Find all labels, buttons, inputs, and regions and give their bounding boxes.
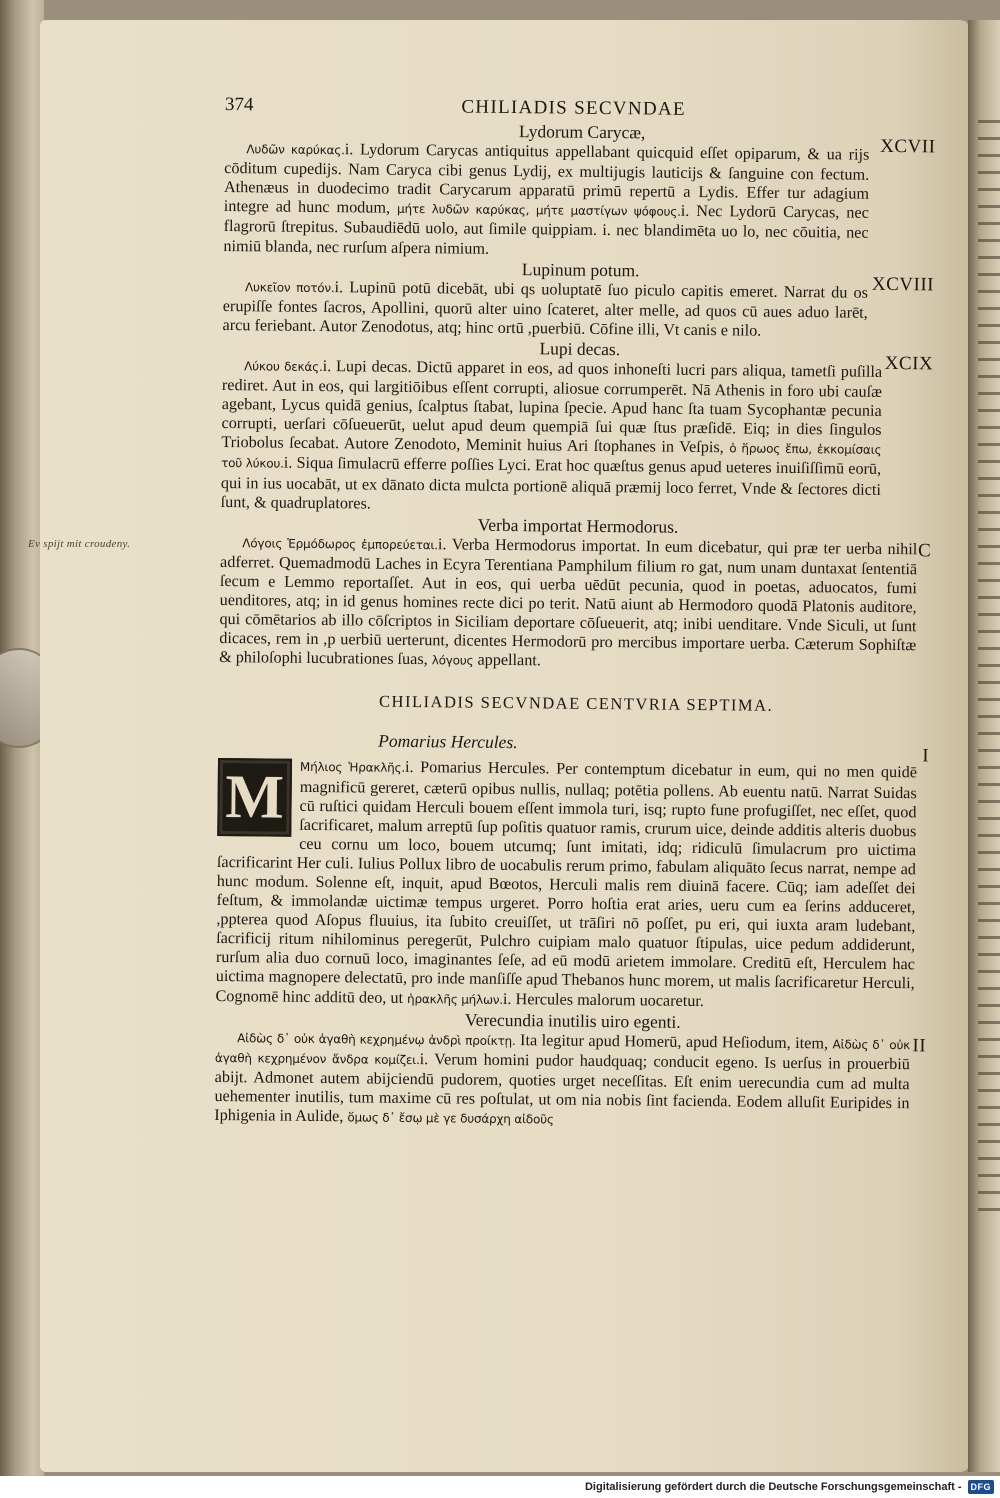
greek-phrase: μήτε λυδῶν καρύκας, μήτε μαστίγων ψόφους. [396,202,681,220]
greek-phrase: λόγους [431,653,474,668]
adage-body: i. Verum homini pudor haudquaq; conducit egeno. Is uerſus in prouerbiū abijt. Admonet autem abijciendū pudorem, quoties urget neceſſitas. Eſt enim uerecundia cum ad multa uehementer inutilis, tum maxime cū res poſtulat, ut om nia nobis ſint facienda. Eodem alluſit Euripides in Iphigenia in Aulide, [214,1049,910,1126]
greek-phrase: ἡρακλῆς μήλων. [407,991,504,1007]
adage-text [219,533,935,676]
adage-title: Lydorum Carycæ, [518,121,646,143]
adage-numeral: C [917,539,932,562]
running-head-title: CHILIADIS SECVNDAE [461,96,686,120]
greek-phrase: Λύκου δεκάς. [244,359,323,374]
adage-701 [215,729,933,1014]
adage-title: Lupi decas. [539,338,621,360]
adage-title: Pomarius Hercules. [378,731,518,753]
adage-body: i. Lupinū potū dicebāt, ubi qs uoluptatē ſuo piculo capitis emeret. Narrat du os erupiſſe fontes ſacros, Apollini, quorū alter uino ſcateret, alter melle, ad quos cū aues aduo larēt, arcu feriebant. Autor Zenodotus, atq; hinc ortū ,puerbiū. Cōfine illi, Vt canis e nilo. [222,277,869,340]
adage-97 [223,118,939,263]
century-heading: CHILIADIS SECVNDAE CENTVRIA SEPTIMA. [379,691,774,716]
adage-numeral: I [922,745,930,767]
adage-body: i. Lupi decas. Dictū apparet in eos, ad quos inhoneſti lucri pars aliqua, tametſi puſilla rediret. Aut in eos, qui largitiōibus eſſent corrupti, aliosue corrumperēt. Nā Athenis in foro ubi cauſæ agebant, Lycus quidā genius, ſcalptus ſtabat, lupina ſpecie. Apud hanc ſta tuam Sycophantæ pecunia corrupti, uerſari cōſueuerūt, uelut apud deum quempiā ſui quæ ſtus præſidē. Eiq; in dies ſingulos Triobolus ſecabat. Autore Zenodoto, Meminit huius Ari ſtophanes in Veſpis, [221,356,883,457]
adage-100 [219,512,936,676]
adage-numeral: XCIX [884,352,934,375]
adage-body: i. Pomarius Hercules. Per contemptum dicebatur in eum, qui no men quidē magnificū gereret, cæterū opibus nullis, nullaq; potētia pollens. Ab euentu natū. Narrat Suidas cū ruſtici quidam Herculi bouem eſſent immola turi, isq; rupto fune profugiſſet, nec eſſet, quod ſacrificaret, malum arreptū ſup poſitis quatuor ramis, crurum uice, deinde additis alteris duobus ceu cornu um loco, bouem utcumq; ſunt imitati, idq; ridiculū ſimulacrum pro uictima ſacrificarint Her culi. Iulius Pollux libro de uocabulis rerum primo, fabulam aliquāto ſecus narrat, nempe ad hunc modum. Solenne eſt, inquit, apud Bœotos, Herculi malis rem diuinā facere. Cūq; iam adeſſet dei feſtum, & immolandæ uictimæ tempus urgeret. Porro hoſtia erat aries, ueru cum ea ſerins adduceret, ,ppterea quod Aſopus fluuius, ita ſubito creuiſſet, ut trāſiri nō poſſet, pu eri, qui iuxta aram ludebant, ſacrificij ritum nihilominus peregerūt, Pulchro cuipiam malo quatuor ſtipulas, uice pedum addiderunt, rurſum alia duo cornuū loco, imaginantes ſeſe, ad eū modū arietem immolare. Creditū eſt, Herculem hac uictima magnopere delectatū, pro inde manſiſſe apud Thebanos hunc morem, ut malis ſacrificaretur Herculi, Cognomē hinc additū deo, ut [215,758,918,1007]
adage-98 [222,256,938,343]
page-text [214,95,940,1134]
left-book-edge [0,0,44,1498]
greek-phrase: Λυδῶν καρύκας. [246,142,345,158]
adage-body: i. Siqua ſimulacrū efferre poſſies Lyci. Erat hoc quæſtus genus apud ueteres inuiſiſſimū eorū, qui in ius uocabāt, ut ex dānato dicta mulcta portionē aliquā præmij loco ferret, Vnde & ſectores dicti ſunt, & quadruplatores. [220,454,882,513]
handwritten-margin-note: Ev spijt mit croudeny. [28,538,131,550]
adage-text [220,352,938,519]
adage-numeral: XCVII [880,135,936,158]
adage-body: i. Verba Hermodorus importat. In eum dicebatur, qui præ ter uerba nihil adferret. Quemadmodū Laches in Ecyra Terentiana Pamphilum filium ro gat, num unam duntaxat ſententiā ſecum e Lemmo reportaſſet. Aut in eos, qui uerba uēdūt pecunia, quod in poetas, aduocatos, fumi uenditores, atq; in id genus homines recte dici po terit. Natū aiunt ab Hermodoro quodā Platonis auditore, qui cōmētarios ab illo cōſcriptos in Siciliam deportare cōſueuerit, atq; inibi uenditare. Vnde Siculi, ut ſunt dicaces, rem in ,p uerbiū uerterunt, dicentes Hermodorū pro mercibus importare uerba. Cæterum Sophiſtæ & philoſophi lucubrationes ſuas, [219,534,918,669]
decorated-initial: M [217,758,292,837]
adage-text [215,756,933,1014]
adage-title: Verecundia inutilis uiro egenti. [464,1009,681,1032]
greek-phrase: Αἰδὼς δ᾽ οὐκ ἀγαθὴ κεχρημένῳ ἀνδρὶ προίκτῃ. [237,1030,516,1048]
greek-phrase: Αἰδὼς δ᾽ οὐκ ἀγαθὴ κεχρημένον ἄνδρα κομίζει. [214,1037,911,1067]
adage-body: i. Nec Lydorū Carycas, nec flagrorū ſtrepitus. Subaudiēdū uolo, aut ſimile quippiam. i. nec blandimēta uo lo, nec cōuitia, nec nimiū blanda, nec rurſum aſpera nimium. [223,202,869,258]
adage-text [223,135,939,263]
footer-credit: Digitalisierung gefördert durch die Deutsche Forschungsgemeinschaft - [584,1481,962,1493]
adage-text [222,277,938,343]
adage-text [214,1028,930,1134]
dfg-logo-icon: DFG [968,1480,995,1494]
adage-body: appellant. [477,650,541,670]
greek-phrase: Λόγοις Ἑρμόδωρος ἐμπορεύεται. [242,535,439,552]
adage-body: Ita legitur apud Homerū, apud Heſiodum, item, [520,1030,829,1053]
greek-phrase: ὁ ἥρωος ἔπω, ἐκκομίσαις τοῦ λύκου. [221,441,882,472]
page-number: 374 [224,94,254,116]
adage-title: Verba importat Hermodorus. [477,514,679,537]
adage-numeral: XCVIII [871,273,935,296]
adage-title: Lupinum potum. [521,258,640,281]
adage-702 [214,1007,930,1134]
adage-99 [221,335,938,519]
adage-body: i. Lydorum Carycas antiquitus appellabant quicquid eſſet opiparum, & ua rijs cōditum cupedijs. Nam Caryca cibi genus Lydij, ex multijugis lauticijs & ſanguine con fectum. Athenæus in duodecimo tradit Carycarum apparatū primū repertū a Lydis. Effer tur adagium integre ad hunc modum, [223,140,870,218]
greek-phrase: Λυκεῖον ποτόν. [244,279,335,295]
adage-numeral: II [912,1034,927,1057]
greek-phrase: ὅμως δ᾽ ἔσῳ μὲ γε δυσάρχη αἰδοῦς [347,1110,554,1127]
facing-page-edge [978,120,1000,1220]
greek-phrase: Μήλιος Ἡρακλῆς. [299,760,406,776]
digitization-footer [0,1476,1000,1498]
adage-body: i. Hercules malorum uocaretur. [502,989,704,1010]
